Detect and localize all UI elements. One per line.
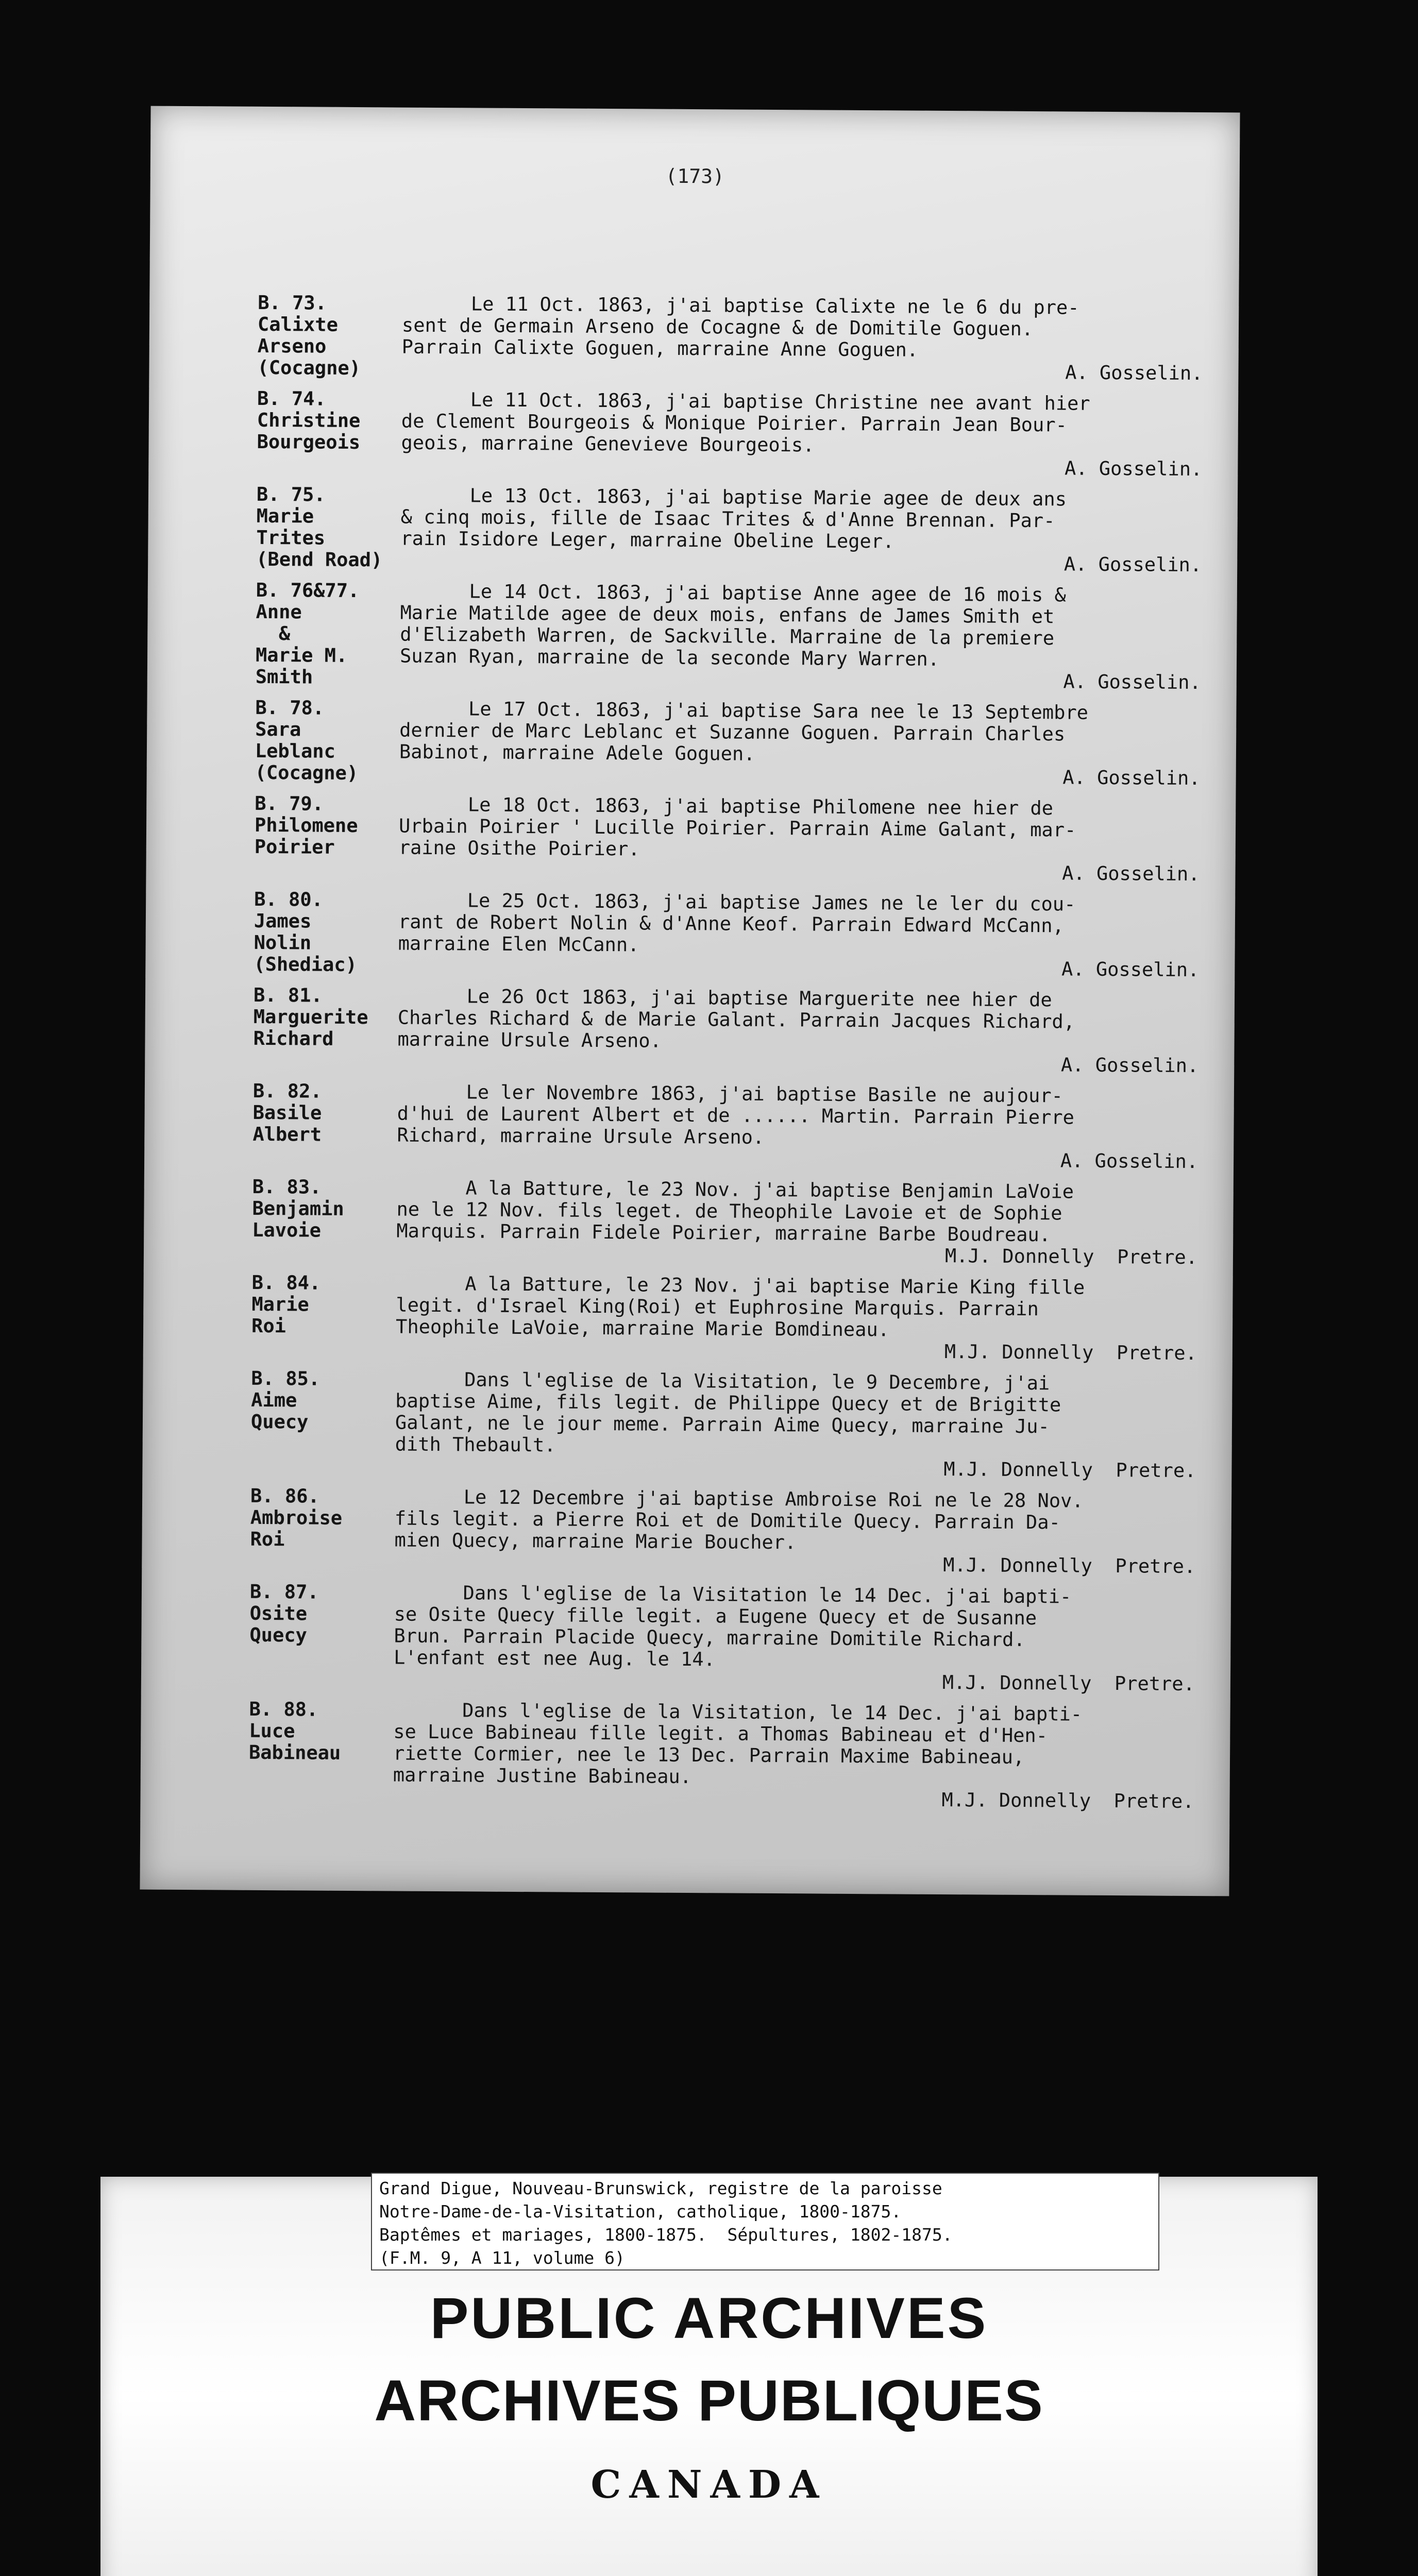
entry-text xyxy=(399,698,1219,768)
margin-line: Lavoie xyxy=(252,1218,322,1242)
entry-margin-note xyxy=(257,292,412,380)
entry-margin-note xyxy=(257,388,412,454)
entry-text-line: Le 25 Oct. 1863, j'ai baptise James ne le ler du cou- xyxy=(398,889,1076,916)
margin-line: Basile xyxy=(252,1101,322,1124)
margin-line: B. 86. xyxy=(250,1484,319,1507)
entry-signature: A. Gosselin. xyxy=(1061,958,1200,981)
margin-line: B. 82. xyxy=(252,1079,322,1103)
entry-text xyxy=(394,1582,1213,1674)
entry-signature: A. Gosselin. xyxy=(1062,862,1200,886)
citation-line: Grand Digue, Nouveau-Brunswick, registre de la paroisse xyxy=(379,2178,942,2198)
margin-line: Babineau xyxy=(248,1741,341,1764)
margin-line: Smith xyxy=(255,665,313,688)
entry-margin-note xyxy=(254,889,409,976)
entry-text-line: se Luce Babineau fille legit. a Thomas Babineau et d'Hen- xyxy=(393,1720,1048,1747)
entry-text-line: dith Thebault. xyxy=(395,1433,556,1456)
margin-line: Marie xyxy=(251,1293,309,1316)
entry-text xyxy=(394,1486,1214,1556)
citation-slip xyxy=(371,2173,1159,2270)
margin-line: B. 85. xyxy=(251,1367,320,1390)
citation-line: Baptêmes et mariages, 1800-1875. Sépultures, 1802-1875. xyxy=(379,2225,953,2245)
margin-line: James xyxy=(254,909,312,933)
baptism-entry xyxy=(146,792,1236,886)
entry-text-line: ne le 12 Nov. fils leget. de Theophile Lavoie et de Sophie xyxy=(396,1198,1062,1225)
baptism-entry xyxy=(144,1175,1234,1269)
entry-text-line: Charles Richard & de Marie Galant. Parrain Jacques Richard, xyxy=(397,1006,1075,1033)
entry-margin-note xyxy=(249,1699,404,1765)
margin-line: Roi xyxy=(251,1314,286,1337)
margin-line: Richard xyxy=(253,1027,334,1050)
entry-text-line: Le 17 Oct. 1863, j'ai baptise Sara nee le 13 Septembre xyxy=(399,697,1089,724)
entry-text-line: Dans l'eglise de la Visitation, le 14 Dec. j'ai bapti- xyxy=(393,1699,1083,1725)
entry-text xyxy=(398,890,1218,960)
entry-text-line: Urbain Poirier ' Lucille Poirier. Parrain Aime Galant, mar- xyxy=(398,815,1076,841)
entry-signature: M.J. Donnelly Pretre. xyxy=(944,1245,1198,1269)
margin-line: B. 80. xyxy=(254,888,323,911)
entry-margin-note xyxy=(256,484,411,571)
entry-text xyxy=(400,581,1220,672)
margin-line: (Shediac) xyxy=(254,953,358,976)
margin-line: Ambroise xyxy=(250,1506,343,1529)
margin-line: Osite xyxy=(249,1602,308,1625)
entry-signature: M.J. Donnelly Pretre. xyxy=(942,1671,1195,1696)
margin-line: Arseno xyxy=(257,334,327,358)
entry-text-line: Suzan Ryan, marraine de la seconde Mary Warren. xyxy=(399,645,940,670)
entry-margin-note xyxy=(252,1080,408,1146)
baptism-entry xyxy=(149,387,1238,481)
margin-line: Benjamin xyxy=(252,1197,344,1220)
entry-text-line: legit. d'Israel King(Roi) et Euphrosine Marquis. Parrain xyxy=(396,1294,1039,1320)
margin-line: B. 81. xyxy=(253,984,323,1007)
entry-signature: A. Gosselin. xyxy=(1060,1054,1199,1077)
baptism-entry xyxy=(145,1079,1234,1173)
margin-line: (Bend Road) xyxy=(256,548,383,571)
entry-margin-note xyxy=(251,1368,406,1434)
entry-text-line: Parrain Calixte Goguen, marraine Anne Goguen. xyxy=(401,335,919,361)
baptism-entry xyxy=(146,888,1235,981)
entry-signature: M.J. Donnelly Pretre. xyxy=(944,1341,1197,1365)
entry-text-line: se Osite Quecy fille legit. a Eugene Quecy et de Susanne xyxy=(394,1603,1037,1630)
margin-line: Poirier xyxy=(254,835,335,858)
margin-line: (Cocagne) xyxy=(257,356,361,380)
entry-text-line: dernier de Marc Leblanc et Suzanne Goguen. Parrain Charles xyxy=(399,719,1066,745)
entry-text-line: fils legit. a Pierre Roi et de Domitile Quecy. Parrain Da- xyxy=(394,1507,1060,1534)
entry-text xyxy=(396,1177,1216,1247)
entry-text xyxy=(402,293,1222,363)
margin-line: Calixte xyxy=(257,313,339,336)
margin-line: B. 75. xyxy=(256,483,326,506)
margin-line: Marie xyxy=(256,504,314,528)
entry-text xyxy=(393,1700,1213,1791)
entry-signature: M.J. Donnelly Pretre. xyxy=(941,1789,1194,1813)
entry-text-line: Le ler Novembre 1863, j'ai baptise Basile ne aujour- xyxy=(397,1080,1064,1107)
entry-text-line: Marie Matilde agee de deux mois, enfans de James Smith et xyxy=(400,601,1055,628)
entry-text-line: Theophile LaVoie, marraine Marie Bomdineau. xyxy=(395,1315,890,1341)
baptism-entry xyxy=(149,291,1239,385)
entry-text-line: Le 13 Oct. 1863, j'ai baptise Marie agee de deux ans xyxy=(400,484,1067,511)
register-page xyxy=(140,106,1240,1896)
margin-line: B. 84. xyxy=(251,1271,321,1294)
margin-line: Anne xyxy=(256,600,302,623)
margin-line: B. 76&77. xyxy=(256,579,360,602)
margin-line: Roi xyxy=(250,1528,285,1551)
margin-line: (Cocagne) xyxy=(255,761,359,785)
entry-text-line: Richard, marraine Ursule Arseno. xyxy=(397,1124,765,1148)
entry-text xyxy=(397,986,1217,1056)
entry-signature: M.J. Donnelly Pretre. xyxy=(943,1554,1196,1578)
entry-text-line: sent de Germain Arseno de Cocagne & de Domitile Goguen. xyxy=(401,314,1034,341)
entry-text-line: Le 18 Oct. 1863, j'ai baptise Philomene nee hier de xyxy=(399,793,1054,820)
entry-text xyxy=(396,1273,1216,1343)
citation-line: Notre-Dame-de-la-Visitation, catholique, 1800-1875. xyxy=(379,2201,902,2222)
margin-line: Leblanc xyxy=(255,739,336,762)
entry-margin-note xyxy=(256,580,411,689)
margin-line: B. 73. xyxy=(258,291,327,314)
entry-signature: A. Gosselin. xyxy=(1063,670,1201,694)
entry-text-line: L'enfant est nee Aug. le 14. xyxy=(394,1646,716,1671)
margin-line: Bourgeois xyxy=(257,430,361,454)
entry-text-line: Marquis. Parrain Fidele Poirier, marraine Barbe Boudreau. xyxy=(396,1219,1051,1246)
entry-text xyxy=(397,1081,1217,1151)
margin-line: Quecy xyxy=(249,1623,307,1647)
entry-text-line: Le 26 Oct 1863, j'ai baptise Marguerite nee hier de xyxy=(397,985,1052,1011)
baptism-entry xyxy=(144,1271,1233,1365)
entry-text-line: marraine Ursule Arseno. xyxy=(397,1028,662,1052)
margin-line: Marguerite xyxy=(253,1005,368,1029)
entry-text xyxy=(399,794,1219,864)
entry-margin-note xyxy=(251,1272,407,1338)
margin-line: B. 78. xyxy=(255,696,325,719)
entry-signature: M.J. Donnelly Pretre. xyxy=(943,1458,1196,1482)
archives-publiques-title: ARCHIVES PUBLIQUES xyxy=(374,2368,1044,2433)
baptism-entry xyxy=(142,1580,1231,1696)
margin-line: Luce xyxy=(249,1719,295,1742)
entry-text-line: Dans l'eglise de la Visitation, le 9 Decembre, j'ai xyxy=(395,1368,1050,1395)
entry-text-line: A la Batture, le 23 Nov. j'ai baptise Marie King fille xyxy=(396,1272,1085,1299)
entry-text-line: raine Osithe Poirier. xyxy=(398,836,640,860)
entry-margin-note xyxy=(253,985,408,1050)
entry-signature: A. Gosselin. xyxy=(1065,361,1203,385)
entry-margin-note xyxy=(250,1485,405,1551)
baptism-entry xyxy=(147,696,1237,790)
margin-line: Quecy xyxy=(250,1410,309,1433)
margin-line: B. 87. xyxy=(249,1580,319,1603)
baptism-entry xyxy=(148,579,1237,694)
entry-margin-note xyxy=(255,697,410,785)
archives-label-card xyxy=(100,2177,1318,2576)
margin-line: B. 83. xyxy=(252,1175,322,1198)
canada-title: CANADA xyxy=(590,2463,828,2507)
entry-text-line: marraine Justine Babineau. xyxy=(393,1764,692,1788)
entry-text-line: Le 14 Oct. 1863, j'ai baptise Anne agee de 16 mois & xyxy=(400,580,1066,606)
entry-text-line: d'hui de Laurent Albert et de ...... Martin. Parrain Pierre xyxy=(397,1102,1075,1129)
margin-line: & xyxy=(256,622,291,645)
entry-text xyxy=(401,389,1221,459)
baptism-entry xyxy=(141,1698,1230,1813)
entry-text-line: Dans l'eglise de la Visitation le 14 Dec. j'ai bapti- xyxy=(394,1581,1072,1608)
baptism-entry xyxy=(143,1367,1233,1482)
margin-line: Aime xyxy=(251,1388,297,1412)
entry-text-line: geois, marraine Genevieve Bourgeois. xyxy=(401,431,815,456)
entry-text-line: rant de Robert Nolin & d'Anne Keof. Parrain Edward McCann, xyxy=(398,910,1065,937)
entry-text-line: Brun. Parrain Placide Quecy, marraine Domitile Richard. xyxy=(394,1624,1025,1651)
entry-text xyxy=(395,1369,1215,1461)
entry-margin-note xyxy=(249,1581,404,1647)
entry-text xyxy=(400,485,1220,555)
entry-text-line: marraine Elen McCann. xyxy=(398,932,639,956)
entry-text-line: Le 12 Decembre j'ai baptise Ambroise Roi ne le 28 Nov. xyxy=(394,1485,1084,1512)
entry-text-line: Galant, ne le jour meme. Parrain Aime Quecy, marraine Ju- xyxy=(395,1411,1050,1438)
citation-line: (F.M. 9, A 11, volume 6) xyxy=(379,2248,625,2268)
entry-signature: A. Gosselin. xyxy=(1060,1149,1198,1173)
entry-text-line: rain Isidore Leger, marraine Obeline Leger. xyxy=(400,527,894,553)
entry-text-line: d'Elizabeth Warren, de Sackville. Marraine de la premiere xyxy=(400,623,1055,650)
entry-text-line: A la Batture, le 23 Nov. j'ai baptise Benjamin LaVoie xyxy=(396,1176,1074,1203)
margin-line: Sara xyxy=(255,718,301,741)
margin-line: Nolin xyxy=(254,931,312,954)
entry-text-line: Babinot, marraine Adele Goguen. xyxy=(399,740,755,765)
entry-text-line: Le 11 Oct. 1863, j'ai baptise Christine nee avant hier xyxy=(401,388,1090,415)
entry-text-line: de Clement Bourgeois & Monique Poirier. Parrain Jean Bour- xyxy=(401,410,1067,436)
margin-line: Christine xyxy=(257,409,361,432)
entry-text-line: mien Quecy, marraine Marie Boucher. xyxy=(394,1529,797,1554)
entry-signature: A. Gosselin. xyxy=(1064,553,1202,577)
entry-signature: A. Gosselin. xyxy=(1064,457,1203,481)
margin-line: B. 79. xyxy=(255,792,324,815)
margin-line: Albert xyxy=(252,1123,322,1146)
margin-line: Marie M. xyxy=(255,643,348,667)
margin-line: B. 88. xyxy=(249,1698,318,1721)
margin-line: Trites xyxy=(256,526,326,549)
baptism-entry xyxy=(142,1484,1231,1578)
baptism-entry xyxy=(148,483,1238,577)
entry-text-line: baptise Aime, fils legit. de Philippe Quecy et de Brigitte xyxy=(395,1389,1061,1416)
public-archives-title: PUBLIC ARCHIVES xyxy=(430,2286,988,2350)
entry-text-line: Le 11 Oct. 1863, j'ai baptise Calixte ne le 6 du pre- xyxy=(402,292,1079,319)
baptism-entry xyxy=(145,984,1235,1077)
margin-line: B. 74. xyxy=(257,387,326,410)
entry-text-line: riette Cormier, nee le 13 Dec. Parrain Maxime Babineau, xyxy=(393,1742,1025,1768)
margin-line: Philomene xyxy=(254,814,358,837)
entry-text-line: & cinq mois, fille de Isaac Trites & d'Anne Brennan. Par- xyxy=(400,505,1055,532)
entry-signature: A. Gosselin. xyxy=(1062,766,1201,790)
page-number: (173) xyxy=(665,164,725,188)
entry-margin-note xyxy=(255,793,410,859)
entry-margin-note xyxy=(252,1176,407,1242)
